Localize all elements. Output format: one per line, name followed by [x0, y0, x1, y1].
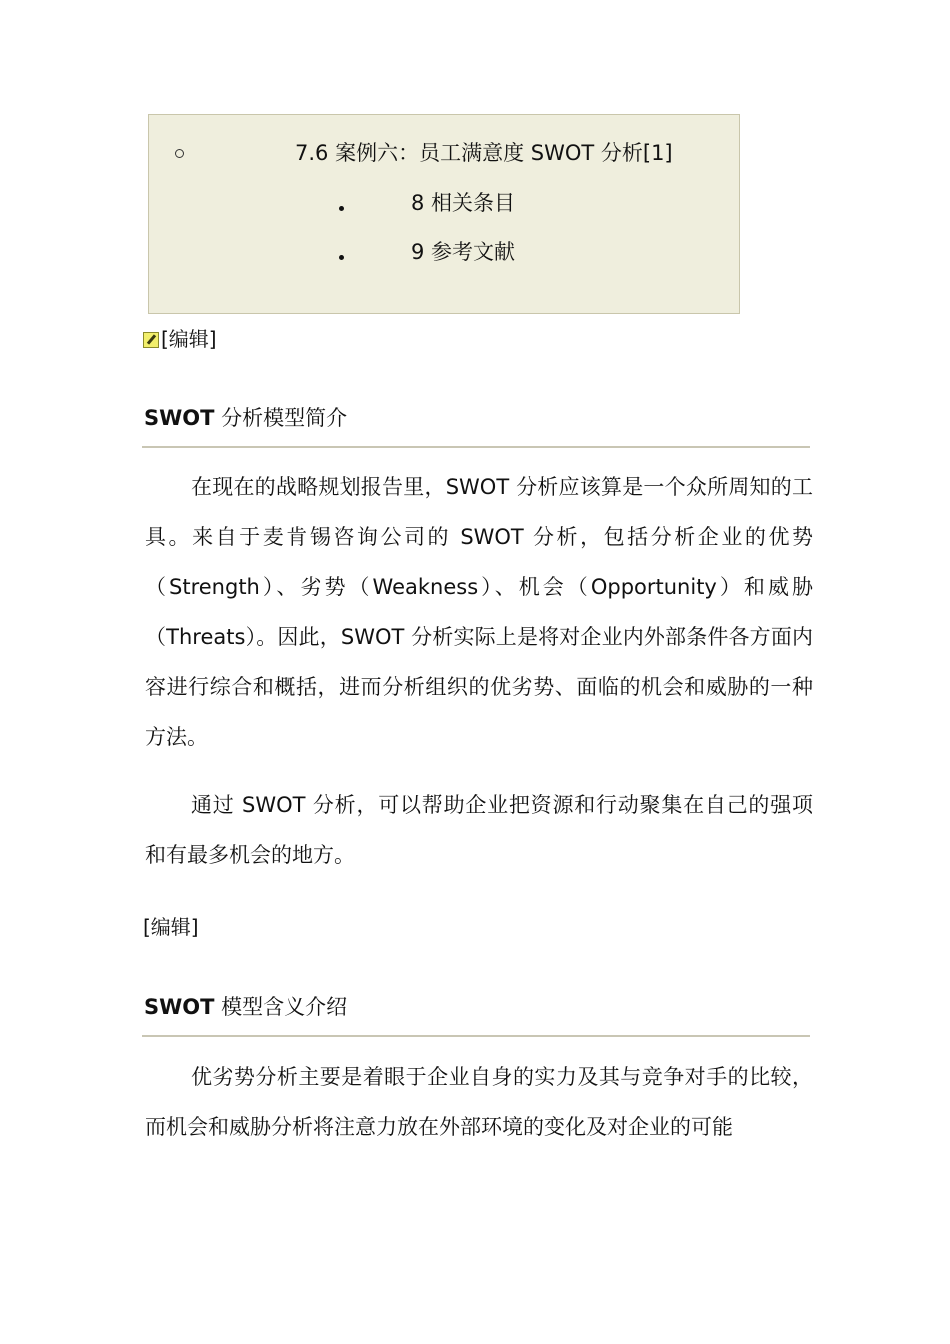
edit-link-1[interactable] [143, 323, 217, 352]
bullet-icon [339, 206, 344, 211]
heading-text: 分析模型简介 [214, 406, 348, 430]
heading-text: 模型含义介绍 [214, 995, 348, 1019]
toc-item-7-6[interactable]: 7.6 案例六：员工满意度 SWOT 分析[1] [295, 141, 673, 165]
paragraph-swot-intro: 在现在的战略规划报告里，SWOT 分析应该算是一个众所周知的工具。来自于麦肯锡咨询公司的 SWOT 分析，包括分析企业的优势（Strength）、劣势（Weakness）、机会（Opportunity）和威胁（Threats）。因此，SWOT 分析实际上是将对企业内外部条件各方面内容进行综合和概括，进而分析组织的优劣势、面临的机会和威胁的一种方法。 [145, 475, 813, 749]
heading-latin: SWOT [144, 406, 215, 430]
hollow-bullet-icon [175, 149, 184, 158]
edit-icon[interactable] [143, 332, 159, 348]
bullet-icon [339, 255, 344, 260]
paragraph-swot-benefit: 通过 SWOT 分析，可以帮助企业把资源和行动聚集在自己的强项和有最多机会的地方。 [145, 793, 813, 867]
section-heading-swot-meaning [144, 991, 347, 1021]
toc-item-9[interactable]: 9 参考文献 [411, 240, 516, 264]
heading-latin: SWOT [144, 995, 215, 1019]
edit-link-2[interactable] [143, 911, 199, 940]
table-of-contents-box [148, 114, 740, 314]
section-divider [142, 446, 810, 448]
toc-item-8[interactable]: 8 相关条目 [411, 191, 516, 215]
edit-link-label[interactable]: [编辑] [143, 915, 199, 939]
section-divider [142, 1035, 810, 1037]
section-heading-swot-intro [144, 402, 347, 432]
edit-link-label[interactable]: [编辑] [161, 327, 217, 351]
paragraph-swot-meaning: 优劣势分析主要是着眼于企业自身的实力及其与竞争对手的比较，而机会和威胁分析将注意力放在外部环境的变化及对企业的可能 [145, 1065, 813, 1139]
